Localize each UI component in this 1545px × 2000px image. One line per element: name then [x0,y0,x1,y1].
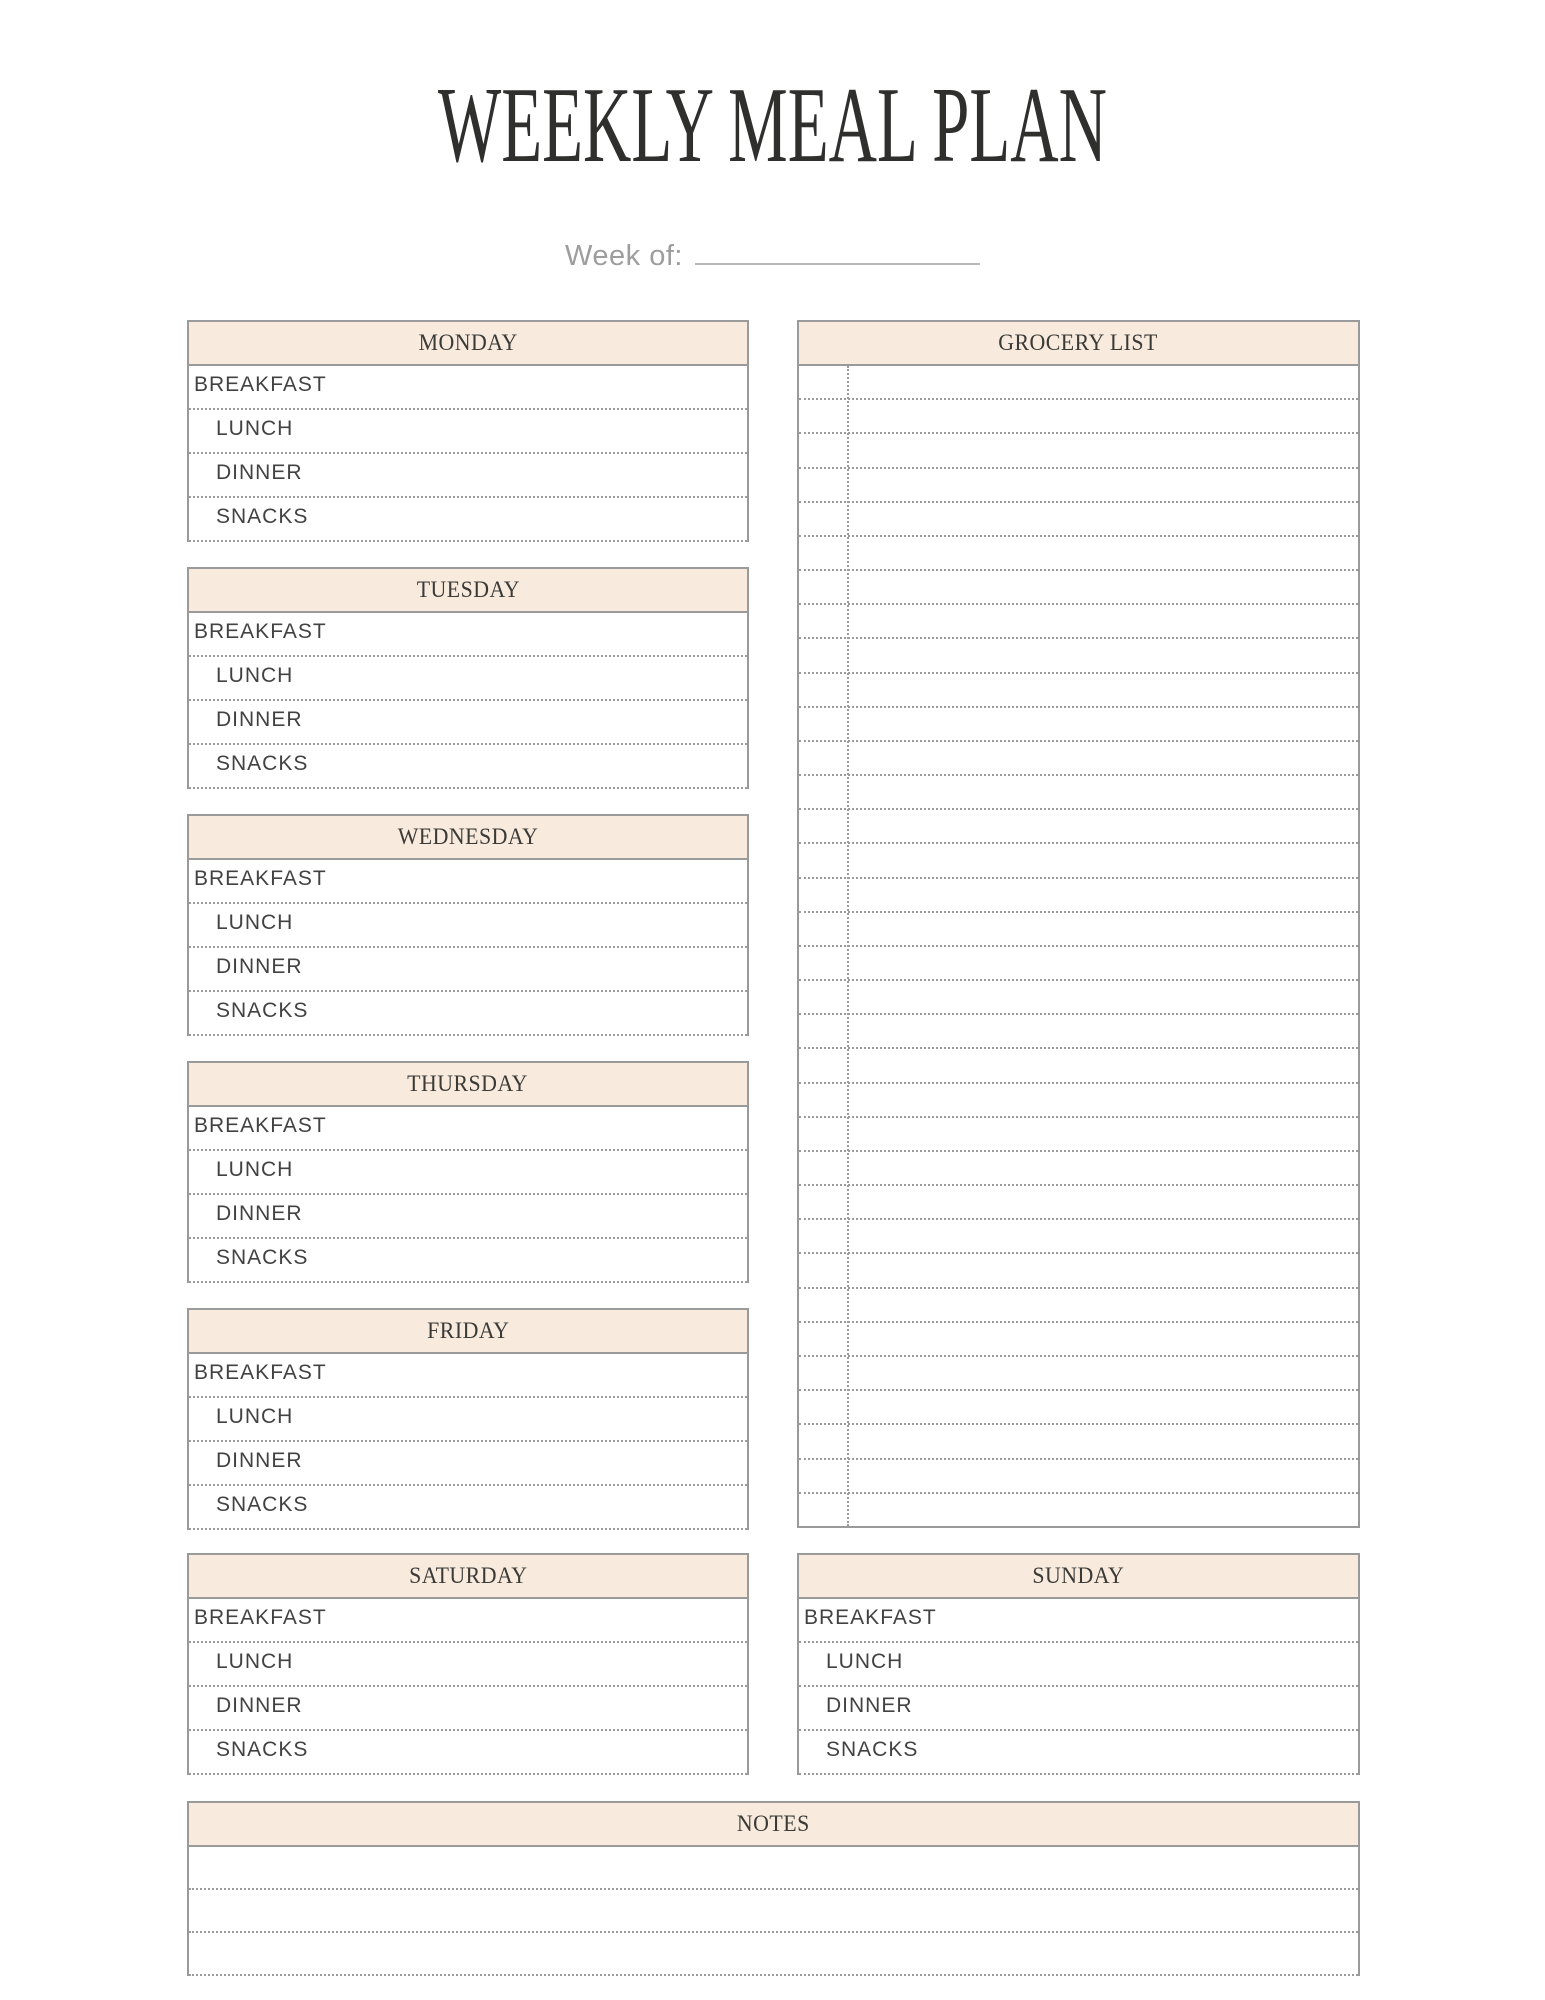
meal-row-snacks[interactable] [799,1731,1358,1775]
meal-row-lunch[interactable] [799,1643,1358,1687]
meal-row-lunch[interactable] [189,1643,747,1687]
meal-row-breakfast[interactable] [189,1354,747,1398]
grocery-row[interactable] [799,879,1358,913]
day-name: MONDAY [418,330,518,355]
meal-label: BREAKFAST [194,1606,327,1629]
grocery-row[interactable] [799,537,1358,571]
grocery-row[interactable] [799,1357,1358,1391]
grocery-row[interactable] [799,1186,1358,1220]
meal-label: BREAKFAST [194,867,327,890]
grocery-row[interactable] [799,1494,1358,1526]
grocery-list-title: GROCERY LIST [998,330,1159,355]
meal-label: DINNER [216,1202,303,1225]
day-card-sunday [797,1553,1360,1775]
grocery-row[interactable] [799,1084,1358,1118]
grocery-row[interactable] [799,947,1358,981]
meal-row-breakfast[interactable] [189,1599,747,1643]
day-name: THURSDAY [407,1071,529,1096]
meal-row-dinner[interactable] [189,1195,747,1239]
meal-label: BREAKFAST [194,1114,327,1137]
day-header-friday [189,1310,747,1354]
sunday-column [797,1553,1360,1775]
week-of-label: Week of: [565,240,683,272]
meal-label: SNACKS [216,505,309,528]
meal-label: DINNER [216,955,303,978]
meal-row-dinner[interactable] [189,948,747,992]
day-card-thursday [187,1061,749,1283]
meal-row-breakfast[interactable] [189,1107,747,1151]
meal-label: SNACKS [826,1738,919,1761]
meal-label: DINNER [216,1694,303,1717]
grocery-row[interactable] [799,844,1358,878]
grocery-row[interactable] [799,434,1358,468]
saturday-column [187,1553,749,1775]
grocery-row[interactable] [799,981,1358,1015]
meal-row-breakfast[interactable] [189,366,747,410]
meal-row-snacks[interactable] [189,745,747,789]
right-column [797,320,1360,1528]
meal-label: SNACKS [216,999,309,1022]
grocery-row[interactable] [799,1391,1358,1425]
grocery-list-card [797,320,1360,1528]
week-of-blank-line[interactable] [695,236,980,265]
day-card-monday [187,320,749,542]
grocery-row[interactable] [799,605,1358,639]
meal-row-breakfast[interactable] [799,1599,1358,1643]
grocery-row[interactable] [799,1220,1358,1254]
grocery-row[interactable] [799,571,1358,605]
grocery-row[interactable] [799,400,1358,434]
meal-row-dinner[interactable] [189,1687,747,1731]
meal-label: SNACKS [216,752,309,775]
grocery-row[interactable] [799,1425,1358,1459]
meal-label: BREAKFAST [194,373,327,396]
grocery-row[interactable] [799,1049,1358,1083]
grocery-row[interactable] [799,1254,1358,1288]
meal-row-lunch[interactable] [189,1151,747,1195]
meal-label: DINNER [216,708,303,731]
grocery-row[interactable] [799,469,1358,503]
meal-label: DINNER [826,1694,913,1717]
meal-label: BREAKFAST [194,1361,327,1384]
grocery-row[interactable] [799,1289,1358,1323]
meal-row-snacks[interactable] [189,1239,747,1283]
meal-row-dinner[interactable] [799,1687,1358,1731]
meal-row-dinner[interactable] [189,454,747,498]
meal-row-lunch[interactable] [189,410,747,454]
notes-row[interactable] [189,1933,1358,1976]
meal-label: SNACKS [216,1738,309,1761]
notes-row[interactable] [189,1890,1358,1933]
day-name: TUESDAY [416,577,520,602]
meal-label: LUNCH [216,911,294,934]
grocery-row[interactable] [799,708,1358,742]
meal-row-lunch[interactable] [189,657,747,701]
meal-label: LUNCH [216,1405,294,1428]
grocery-row[interactable] [799,913,1358,947]
grocery-row[interactable] [799,639,1358,673]
meal-label: LUNCH [216,1158,294,1181]
day-header-monday [189,322,747,366]
day-name: FRIDAY [426,1318,510,1343]
grocery-row[interactable] [799,1015,1358,1049]
day-header-thursday [189,1063,747,1107]
meal-row-snacks[interactable] [189,1731,747,1775]
notes-row[interactable] [189,1847,1358,1890]
grocery-row[interactable] [799,366,1358,400]
notes-title: NOTES [737,1811,810,1836]
meal-label: LUNCH [826,1650,904,1673]
day-card-friday [187,1308,749,1530]
meal-label: BREAKFAST [804,1606,937,1629]
grocery-row[interactable] [799,1460,1358,1494]
grocery-row[interactable] [799,810,1358,844]
week-of-row [0,236,1545,273]
notes-card [187,1801,1360,1976]
meal-label: BREAKFAST [194,620,327,643]
weekend-grid [187,1553,1360,1775]
meal-label: DINNER [216,461,303,484]
meal-label: SNACKS [216,1493,309,1516]
day-name: SUNDAY [1032,1563,1125,1588]
meal-label: LUNCH [216,664,294,687]
notes-header [189,1803,1358,1847]
grocery-row[interactable] [799,1152,1358,1186]
planner-grid [187,320,1360,1530]
meal-label: LUNCH [216,1650,294,1673]
day-header-sunday [799,1555,1358,1599]
meal-label: SNACKS [216,1246,309,1269]
grocery-row[interactable] [799,1323,1358,1357]
day-header-saturday [189,1555,747,1599]
page-title-text: WEEKLY MEAL PLAN [438,66,1107,185]
meal-row-lunch[interactable] [189,904,747,948]
day-card-saturday [187,1553,749,1775]
meal-row-breakfast[interactable] [189,613,747,657]
meal-row-snacks[interactable] [189,498,747,542]
day-name: SATURDAY [408,1563,528,1588]
meal-row-dinner[interactable] [189,701,747,745]
day-header-tuesday [189,569,747,613]
meal-row-dinner[interactable] [189,1442,747,1486]
notes-body [189,1847,1358,1976]
meal-row-snacks[interactable] [189,1486,747,1530]
grocery-row[interactable] [799,776,1358,810]
grocery-list-header [799,322,1358,366]
day-card-tuesday [187,567,749,789]
grocery-list-body [799,366,1358,1526]
grocery-row[interactable] [799,1118,1358,1152]
meal-row-lunch[interactable] [189,1398,747,1442]
page-title [0,66,1545,185]
grocery-row[interactable] [799,742,1358,776]
day-header-wednesday [189,816,747,860]
grocery-row[interactable] [799,674,1358,708]
day-name: WEDNESDAY [397,824,539,849]
meal-row-breakfast[interactable] [189,860,747,904]
meal-row-snacks[interactable] [189,992,747,1036]
meal-label: LUNCH [216,417,294,440]
meal-label: DINNER [216,1449,303,1472]
weekday-column [187,320,749,1530]
day-card-wednesday [187,814,749,1036]
grocery-row[interactable] [799,503,1358,537]
